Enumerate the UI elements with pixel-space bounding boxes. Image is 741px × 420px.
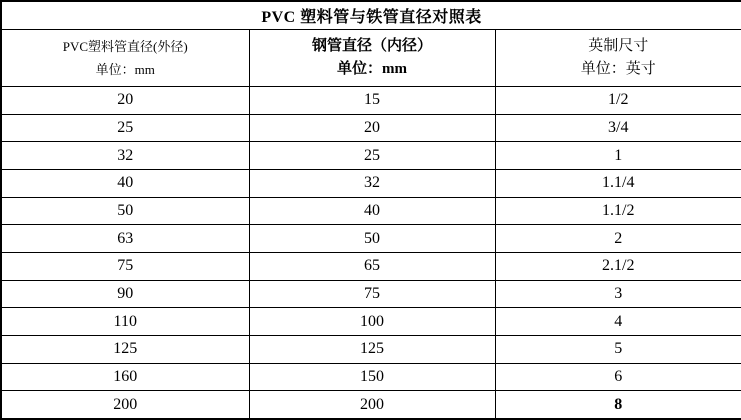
cell-steel-diameter: 50 — [249, 225, 495, 253]
cell-imperial-size: 6 — [495, 363, 741, 391]
cell-steel-diameter: 200 — [249, 391, 495, 419]
table-row — [1, 142, 741, 170]
cell-pvc-diameter: 90 — [1, 280, 249, 308]
cell-pvc-diameter: 25 — [1, 114, 249, 142]
table-row — [1, 87, 741, 115]
table-title: PVC 塑料管与铁管直径对照表 — [1, 1, 741, 29]
table-row — [1, 363, 741, 391]
cell-imperial-size: 5 — [495, 335, 741, 363]
cell-pvc-diameter: 125 — [1, 335, 249, 363]
col-header-imperial-size — [495, 29, 741, 86]
cell-steel-diameter: 40 — [249, 197, 495, 225]
cell-imperial-size: 1.1/2 — [495, 197, 741, 225]
cell-steel-diameter: 150 — [249, 363, 495, 391]
col-header-pvc-unit: 单位：mm — [95, 61, 155, 77]
cell-imperial-size: 3/4 — [495, 114, 741, 142]
table-row — [1, 252, 741, 280]
col-header-steel-name: 钢管直径（内径） — [311, 37, 432, 54]
table-row — [1, 391, 741, 419]
cell-steel-diameter: 100 — [249, 308, 495, 336]
col-header-steel-diameter — [249, 29, 495, 86]
cell-imperial-size: 2 — [495, 225, 741, 253]
table-row — [1, 335, 741, 363]
cell-steel-diameter: 32 — [249, 170, 495, 198]
cell-steel-diameter: 125 — [249, 335, 495, 363]
cell-pvc-diameter: 50 — [1, 197, 249, 225]
table-row — [1, 197, 741, 225]
cell-pvc-diameter: 63 — [1, 225, 249, 253]
cell-pvc-diameter: 40 — [1, 170, 249, 198]
cell-steel-diameter: 20 — [249, 114, 495, 142]
cell-pvc-diameter: 200 — [1, 391, 249, 419]
col-header-pvc-name: PVC塑料管直径(外径) — [62, 39, 188, 54]
cell-imperial-size: 8 — [495, 391, 741, 419]
cell-pvc-diameter: 110 — [1, 308, 249, 336]
cell-imperial-size: 1.1/4 — [495, 170, 741, 198]
cell-steel-diameter: 15 — [249, 87, 495, 115]
cell-imperial-size: 1/2 — [495, 87, 741, 115]
cell-pvc-diameter: 160 — [1, 363, 249, 391]
col-header-imperial-unit: 单位：英寸 — [580, 61, 656, 77]
cell-pvc-diameter: 75 — [1, 252, 249, 280]
table-row — [1, 170, 741, 198]
cell-steel-diameter: 25 — [249, 142, 495, 170]
title-row — [1, 1, 741, 29]
cell-imperial-size: 1 — [495, 142, 741, 170]
cell-pvc-diameter: 32 — [1, 142, 249, 170]
table-row — [1, 225, 741, 253]
cell-steel-diameter: 65 — [249, 252, 495, 280]
col-header-steel-unit: 单位：mm — [337, 61, 407, 77]
cell-imperial-size: 3 — [495, 280, 741, 308]
col-header-pvc-diameter — [1, 29, 249, 86]
table-row — [1, 114, 741, 142]
col-header-imperial-name: 英制尺寸 — [588, 37, 649, 54]
header-row — [1, 29, 741, 86]
cell-steel-diameter: 75 — [249, 280, 495, 308]
cell-imperial-size: 2.1/2 — [495, 252, 741, 280]
table-row — [1, 308, 741, 336]
cell-pvc-diameter: 20 — [1, 87, 249, 115]
cell-imperial-size: 4 — [495, 308, 741, 336]
table-row — [1, 280, 741, 308]
